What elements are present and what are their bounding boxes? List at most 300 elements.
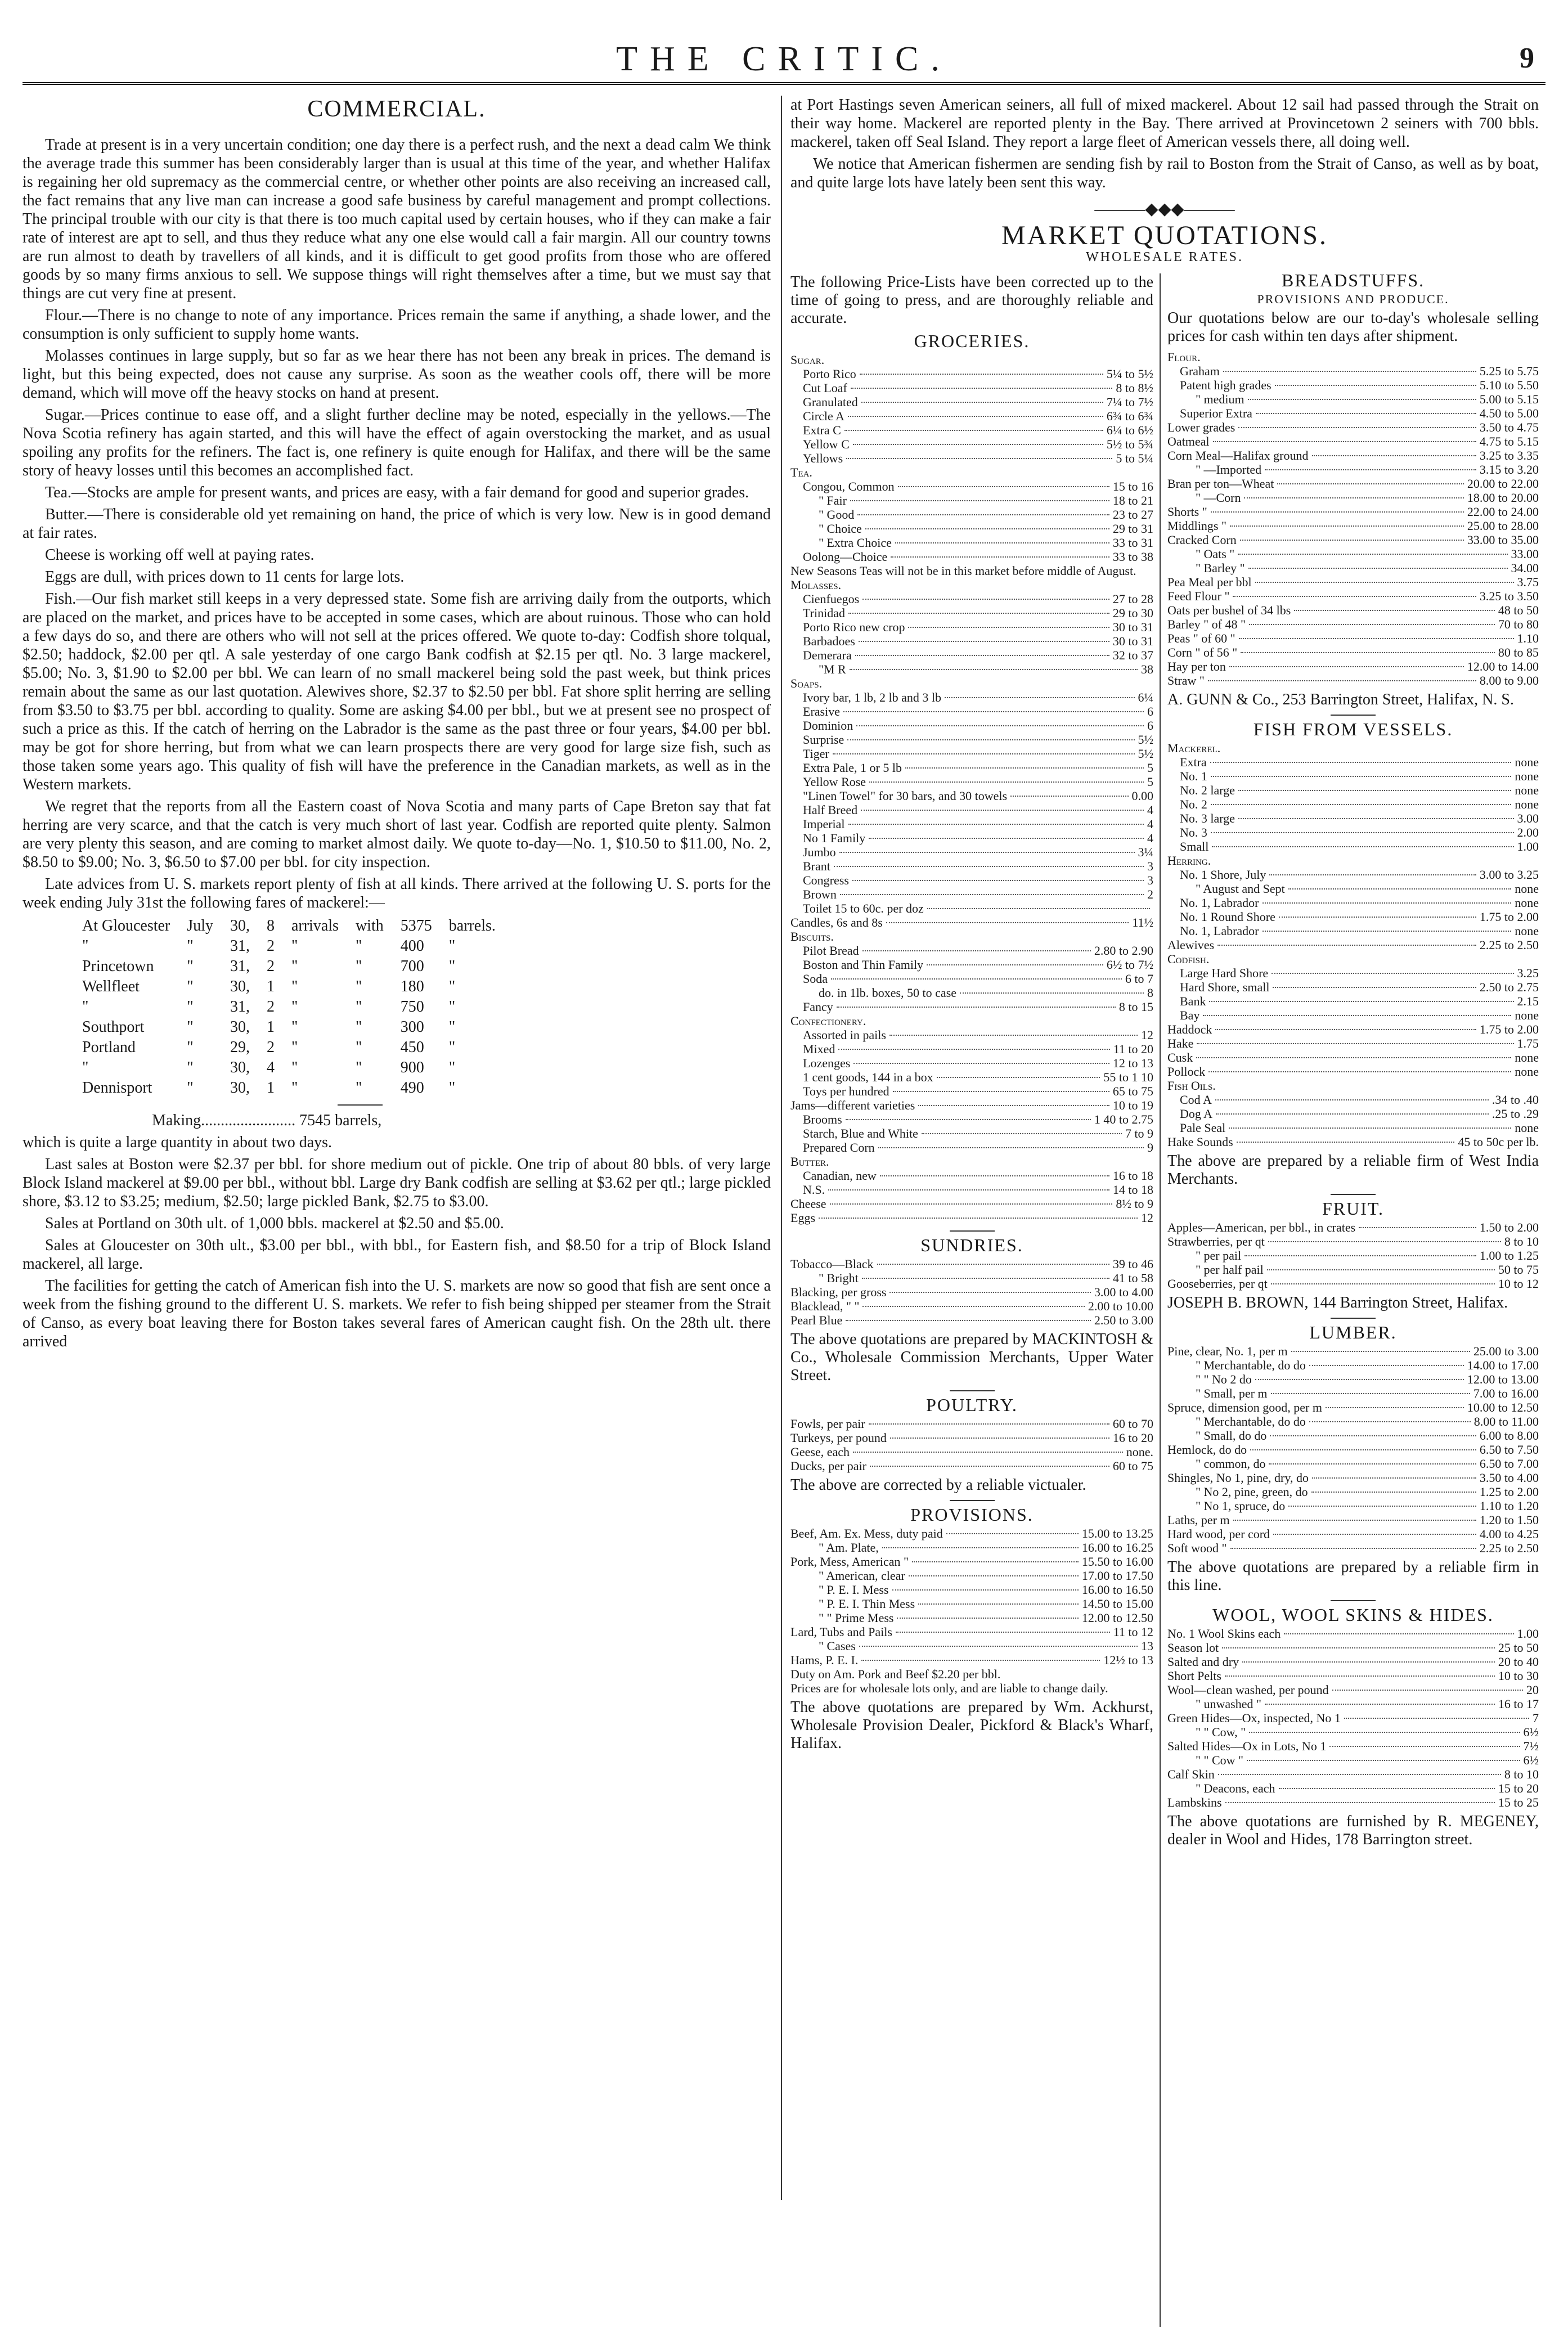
leader-dots: [1269, 1463, 1476, 1465]
price-row: [790, 1098, 1153, 1112]
price-row: [1167, 420, 1539, 434]
price-value: 15.00 to 13.25: [1081, 1526, 1153, 1540]
price-label: do. in 1lb. boxes, 50 to case: [819, 986, 957, 1000]
price-row: [1167, 1277, 1539, 1291]
leader-dots: [1255, 1379, 1464, 1380]
price-label: Shingles, No 1, pine, dry, do: [1167, 1471, 1309, 1485]
arrival-cell: ": [187, 978, 194, 995]
price-value: 10 to 12: [1498, 1277, 1539, 1291]
leader-dots: [1265, 1704, 1495, 1705]
price-row: [1167, 673, 1539, 688]
price-label: Half Breed: [803, 803, 858, 817]
price-label: " Small, do do: [1196, 1428, 1267, 1443]
price-category: Codfish.: [1167, 952, 1210, 966]
price-row: [1167, 1527, 1539, 1541]
price-row: [1167, 896, 1539, 910]
leader-dots: [862, 599, 1109, 600]
price-label: " Merchantable, do do: [1196, 1414, 1306, 1428]
leader-dots: [1247, 1760, 1520, 1761]
price-value: 5: [1147, 775, 1153, 789]
price-row: [790, 718, 1153, 733]
section-rule: [950, 1500, 995, 1501]
leader-dots: [905, 767, 1144, 769]
price-label: Straw ": [1167, 673, 1205, 688]
arrival-cell: ": [187, 1018, 194, 1036]
price-value: 30 to 31: [1112, 620, 1153, 634]
leader-dots: [1230, 1548, 1476, 1549]
leader-dots: [840, 894, 1144, 895]
section-rule: [1331, 715, 1376, 716]
price-row: [790, 423, 1153, 437]
price-label: Barley " of 48 ": [1167, 617, 1246, 631]
continued-paragraph: We notice that American fishermen are sending fish by rail to Boston from the Strait of Canso, as well as by boat, and quite large lots have lately been sent this way.: [790, 155, 1539, 191]
price-row: [790, 1445, 1153, 1459]
leader-dots: [1329, 1746, 1520, 1747]
groceries-list: [790, 353, 1153, 1225]
price-row: [1167, 491, 1539, 505]
price-value: 4: [1147, 831, 1153, 845]
arrival-cell: 400: [400, 937, 424, 955]
price-value: 5¼ to 5½: [1106, 367, 1153, 381]
price-value: 1 40 to 2.75: [1094, 1112, 1153, 1126]
leader-dots: [1288, 1506, 1476, 1507]
price-row: [790, 1140, 1153, 1154]
price-row: [790, 944, 1153, 958]
price-value: 5.00 to 5.15: [1479, 392, 1539, 406]
leader-dots: [1273, 987, 1476, 988]
sundries-note: The above quotations are prepared by MACKINTOSH & Co., Wholesale Commission Merchants, Upper Water Street.: [790, 1331, 1153, 1384]
price-value: 8.00 to 9.00: [1479, 673, 1539, 688]
price-label: " medium: [1196, 392, 1244, 406]
after-paragraph: Sales at Gloucester on 30th ult., $3.00 per bbl., with bbl., for Eastern fish, and $8.50 for a trip of Block Island mackerel, all large.: [23, 1237, 771, 1273]
price-value: 1.10: [1517, 631, 1539, 645]
price-row: [790, 1569, 1153, 1583]
arrival-cell: 5375: [400, 917, 432, 935]
flour-paragraph: Flour.—There is no change to note of any importance. Prices remain the same if anything, a shade lower, and the consumption is only sufficient to supply home wants.: [23, 307, 771, 343]
arrival-cell: ": [291, 998, 298, 1016]
price-label: Jumbo: [803, 845, 836, 859]
leader-dots: [837, 1007, 1116, 1008]
price-label: Hard wood, per cord: [1167, 1527, 1270, 1541]
price-row: [790, 733, 1153, 747]
price-value: 3¼: [1138, 845, 1153, 859]
price-label: Large Hard Shore: [1180, 966, 1269, 980]
price-label: Oatmeal: [1167, 434, 1210, 448]
price-value: 15 to 25: [1498, 1795, 1539, 1809]
leader-dots: [1344, 1718, 1529, 1719]
arrival-row: [74, 937, 504, 956]
leader-dots: [855, 655, 1109, 656]
price-label: Pork, Mess, American ": [790, 1555, 909, 1569]
price-value: 8 to 15: [1118, 1000, 1153, 1014]
leader-dots: [1270, 1435, 1476, 1436]
price-row: [1167, 1739, 1539, 1753]
price-row: [1167, 519, 1539, 533]
price-row: [1167, 924, 1539, 938]
price-row: [1167, 1135, 1539, 1149]
arrival-cell: 30,: [230, 917, 250, 935]
leader-dots: [862, 1306, 1084, 1307]
leader-dots: [1196, 1057, 1511, 1058]
price-label: Shorts ": [1167, 505, 1207, 519]
leader-dots: [882, 1547, 1079, 1548]
price-value: 5: [1147, 761, 1153, 775]
arrival-cell: Wellfleet: [82, 978, 140, 995]
price-row: [1167, 755, 1539, 769]
price-label: Tiger: [803, 747, 829, 761]
price-value: 60 to 75: [1112, 1459, 1153, 1473]
price-value: 1.50 to 2.00: [1479, 1220, 1539, 1234]
column-divider: [781, 96, 782, 2200]
price-label: " " Cow ": [1196, 1753, 1244, 1767]
breadstuffs-note: A. GUNN & Co., 253 Barrington Street, Halifax, N. S.: [1167, 691, 1514, 708]
arrival-cell: 31,: [230, 937, 250, 955]
price-label: Brooms: [803, 1112, 842, 1126]
price-row: [1167, 1022, 1539, 1036]
arrival-cell: ": [448, 1059, 456, 1076]
price-label: Small: [1180, 839, 1209, 853]
price-label: Salted Hides—Ox in Lots, No 1: [1167, 1739, 1327, 1753]
price-row: [790, 1611, 1153, 1625]
price-row: [790, 634, 1153, 648]
price-row: [1167, 617, 1539, 631]
leader-dots: [1248, 399, 1476, 400]
price-row: [790, 1417, 1153, 1431]
price-label: Congou, Common: [803, 479, 895, 493]
price-label: Imperial: [803, 817, 845, 831]
price-row: [790, 915, 1153, 929]
price-category: Sugar.: [790, 353, 825, 367]
arrival-cell: ": [82, 998, 89, 1016]
price-value: 2.50 to 3.00: [1094, 1313, 1153, 1327]
price-value: 7½: [1523, 1739, 1539, 1753]
making-rule: [338, 1104, 383, 1106]
price-label: Dominion: [803, 718, 853, 733]
price-label: No. 1 Round Shore: [1180, 910, 1275, 924]
leader-dots: [853, 1452, 1123, 1453]
arrival-cell: ": [448, 937, 456, 955]
sundries-list: [790, 1257, 1153, 1327]
price-label: Short Pelts: [1167, 1669, 1221, 1683]
arrival-cell: barrels.: [448, 917, 496, 935]
price-row: [1167, 882, 1539, 896]
price-label: " Fair: [819, 493, 847, 507]
leader-dots: [877, 1264, 1109, 1265]
leader-dots: [819, 1218, 1138, 1219]
price-row: [790, 775, 1153, 789]
leader-dots: [830, 1203, 1113, 1205]
price-label: Circle A: [803, 409, 844, 423]
leader-dots: [844, 430, 1103, 431]
arrival-cell: ": [448, 998, 456, 1016]
price-category: Fish Oils.: [1167, 1079, 1216, 1093]
price-row: [790, 507, 1153, 522]
price-value: 16 to 17: [1498, 1697, 1539, 1711]
price-value: 70 to 80: [1498, 617, 1539, 631]
price-label: " —Imported: [1196, 462, 1262, 477]
price-value: none.: [1126, 1445, 1153, 1459]
price-label: " Extra Choice: [819, 536, 892, 550]
price-label: Granulated: [803, 395, 858, 409]
price-label: Haddock: [1167, 1022, 1212, 1036]
price-label: Pollock: [1167, 1064, 1206, 1079]
price-value: 1.75 to 2.00: [1479, 1022, 1539, 1036]
price-label: Apples—American, per bbl., in crates: [1167, 1220, 1356, 1234]
leader-dots: [1233, 596, 1476, 597]
price-label: No. 2 large: [1180, 783, 1235, 797]
fruit-heading: FRUIT.: [1322, 1198, 1385, 1219]
price-value: 5½ to 5¾: [1106, 437, 1153, 451]
price-value: 45 to 50c per lb.: [1458, 1135, 1539, 1149]
arrival-cell: 750: [400, 998, 424, 1016]
price-row: [790, 437, 1153, 451]
price-row: [1167, 448, 1539, 462]
price-value: 1.20 to 1.50: [1479, 1513, 1539, 1527]
arrival-cell: 450: [400, 1039, 424, 1056]
commercial-paragraph: Trade at present is in a very uncertain condition; one day there is a perfect rush, and the next a dead calm We think the average trade this summer has been considerably larger than is usual at this time of the year, and whether Halifax is regaining her old supremacy as the commercial centre, or whether other points are also receiving an increased call, the fact remains that any live man can increase a good safe business by careful management and prompt collections. The principal trouble with our city is that there is too much capital used by certain houses, who if they can make a fair rate of interest are apt to sell, and thus they reduce what any one else would call a fair margin. All our country towns are run almost to death by travellers of all kinds, and it is difficult to get good profits from those who are offered goods by so many firms anxious to sell. We suppose things will right themselves after a time, but we must say that things are cut very fine at present.: [23, 136, 771, 302]
price-row: [790, 1285, 1153, 1299]
leader-dots: [1238, 818, 1514, 819]
arrival-cell: ": [187, 958, 194, 975]
price-label: " Deacons, each: [1196, 1781, 1275, 1795]
price-label: 1 cent goods, 144 in a box: [803, 1070, 933, 1084]
arrival-cell: 700: [400, 958, 424, 975]
leader-dots: [1273, 1534, 1476, 1535]
leader-dots: [848, 613, 1109, 614]
leader-dots: [1225, 1675, 1495, 1677]
price-row: [790, 1112, 1153, 1126]
price-label: Pea Meal per bbl: [1167, 575, 1252, 589]
tea-paragraph: Tea.—Stocks are ample for present wants, and prices are easy, with a fair demand for good and superior grades.: [45, 484, 749, 501]
leader-dots: [1233, 1520, 1476, 1521]
arrival-cell: 490: [400, 1079, 424, 1097]
price-row: [790, 958, 1153, 972]
leader-dots: [834, 866, 1144, 867]
arrival-cell: 31,: [230, 998, 250, 1016]
price-value: 4.00 to 4.25: [1479, 1527, 1539, 1541]
arrival-cell: ": [448, 1018, 456, 1036]
price-value: 8.00 to 11.00: [1473, 1414, 1539, 1428]
price-category: Herring.: [1167, 853, 1211, 868]
leader-dots: [869, 1423, 1109, 1425]
price-label: Yellow Rose: [803, 775, 866, 789]
arrival-cell: ": [448, 1039, 456, 1056]
leader-dots: [1265, 469, 1476, 470]
price-row: [1167, 783, 1539, 797]
price-row: [1167, 378, 1539, 392]
price-label: Prepared Corn: [803, 1140, 875, 1154]
price-row: [1167, 1344, 1539, 1358]
leader-dots: [1326, 1407, 1464, 1408]
price-label: No. 2: [1180, 797, 1207, 811]
price-label: Toys per hundred: [803, 1084, 889, 1098]
price-category: Butter.: [790, 1154, 829, 1169]
price-row: [1167, 631, 1539, 645]
price-row: [1167, 1036, 1539, 1050]
arrival-cell: 30,: [230, 1079, 250, 1097]
price-value: 6.00 to 8.00: [1479, 1428, 1539, 1443]
price-label: Corn " of 56 ": [1167, 645, 1238, 659]
leader-dots: [861, 1660, 1100, 1661]
leader-dots: [1269, 874, 1476, 875]
poultry-list: [790, 1417, 1153, 1473]
arrival-cell: 8: [266, 917, 275, 935]
price-value: 3: [1147, 859, 1153, 873]
price-row: [790, 803, 1153, 817]
price-label: Turkeys, per pound: [790, 1431, 887, 1445]
price-row: [1167, 1428, 1539, 1443]
fish-heading: FISH FROM VESSELS.: [1253, 719, 1453, 739]
arrival-row: [74, 1038, 504, 1057]
arrival-cell: 1: [266, 1018, 275, 1036]
leader-dots: [922, 1133, 1122, 1134]
masthead: [23, 34, 1545, 87]
leader-dots: [1263, 902, 1512, 904]
wool-heading: WOOL, WOOL SKINS & HIDES.: [1212, 1605, 1494, 1625]
price-value: 10 to 30: [1498, 1669, 1539, 1683]
price-value: 8 to 10: [1504, 1767, 1539, 1781]
price-label: Dog A: [1180, 1107, 1213, 1121]
leader-dots: [1211, 832, 1514, 833]
price-label: Beef, Am. Ex. Mess, duty paid: [790, 1526, 943, 1540]
leader-dots: [1212, 846, 1513, 847]
price-label: Hake: [1167, 1036, 1194, 1050]
price-value: 12: [1141, 1028, 1153, 1042]
price-value: 1.25 to 2.00: [1479, 1485, 1539, 1499]
price-row: [1167, 434, 1539, 448]
price-row: [1167, 1725, 1539, 1739]
price-value: 14.50 to 15.00: [1081, 1597, 1153, 1611]
arrival-cell: ": [187, 998, 194, 1016]
arrival-cell: ": [448, 958, 456, 975]
price-value: 33 to 38: [1112, 550, 1153, 564]
price-label: No 1 Family: [803, 831, 866, 845]
price-row: [1167, 868, 1539, 882]
commercial-column: [23, 96, 771, 1354]
price-row: [1167, 1711, 1539, 1725]
price-label: Pale Seal: [1180, 1121, 1226, 1135]
price-value: 10 to 19: [1112, 1098, 1153, 1112]
price-label: Boston and Thin Family: [803, 958, 924, 972]
leader-dots: [846, 1320, 1091, 1321]
price-label: Bran per ton—Wheat: [1167, 477, 1274, 491]
ornament-rule: ———◆◆◆———: [1094, 200, 1235, 218]
price-value: 20: [1526, 1683, 1539, 1697]
price-label: Bank: [1180, 994, 1206, 1008]
price-label: Pine, clear, No. 1, per m: [1167, 1344, 1288, 1358]
price-value: 7 to 9: [1125, 1126, 1153, 1140]
price-label: Trinidad: [803, 606, 845, 620]
price-label: " per pail: [1196, 1248, 1242, 1263]
price-row: [1167, 477, 1539, 491]
price-value: 3: [1147, 873, 1153, 887]
price-row: [1167, 406, 1539, 420]
price-row: [1167, 1471, 1539, 1485]
price-row: [790, 901, 1153, 915]
price-row: [790, 409, 1153, 423]
section-rule: [950, 1230, 995, 1232]
price-row: [790, 1042, 1153, 1056]
price-row: [1167, 1107, 1539, 1121]
leader-dots: [1279, 917, 1476, 918]
price-label: Yellow C: [803, 437, 850, 451]
arrival-cell: ": [291, 958, 298, 975]
leader-dots: [1312, 455, 1476, 456]
price-value: .34 to .40: [1491, 1093, 1539, 1107]
fish-note: The above are prepared by a reliable firm of West India Merchants.: [1167, 1152, 1539, 1188]
price-label: Porto Rico new crop: [803, 620, 905, 634]
price-value: none: [1515, 882, 1539, 896]
section-rule: [1331, 1318, 1376, 1319]
leader-dots: [1248, 568, 1508, 569]
price-value: 20.00 to 22.00: [1467, 477, 1539, 491]
price-row: [1167, 603, 1539, 617]
price-label: Toilet 15 to 60c. per doz: [803, 901, 924, 915]
price-label: Blacking, per gross: [790, 1285, 887, 1299]
price-value: 3.00 to 4.00: [1094, 1285, 1153, 1299]
price-label: Corn Meal—Halifax ground: [1167, 448, 1309, 462]
leader-dots: [833, 753, 1135, 754]
making-line: Making........................ 7545 barrels,: [152, 1112, 382, 1129]
arrival-cell: ": [291, 1059, 298, 1076]
price-row: [790, 367, 1153, 381]
price-row: [1167, 1414, 1539, 1428]
price-row: [1167, 825, 1539, 839]
price-label: No. 1, Labrador: [1180, 924, 1259, 938]
arrival-cell: 1: [266, 978, 275, 995]
price-row: [1167, 910, 1539, 924]
price-label: Extra Pale, 1 or 5 lb: [803, 761, 902, 775]
price-value: none: [1515, 924, 1539, 938]
price-row: [790, 747, 1153, 761]
price-row: [790, 845, 1153, 859]
breadstuffs-heading: BREADSTUFFS.: [1281, 270, 1425, 290]
lumber-list: [1167, 1344, 1539, 1555]
price-label: Alewives: [1167, 938, 1215, 952]
price-value: 48 to 50: [1498, 603, 1539, 617]
price-category: Mackerel.: [1167, 741, 1221, 755]
arrival-cell: 30,: [230, 1018, 250, 1036]
price-value: 7: [1533, 1711, 1539, 1725]
price-value: 50 to 75: [1498, 1263, 1539, 1277]
arrival-cell: At Gloucester: [82, 917, 170, 935]
price-note-line: New Seasons Teas will not be in this market before middle of August.: [790, 564, 1136, 578]
arrival-cell: 4: [266, 1059, 275, 1076]
leader-dots: [918, 1105, 1109, 1106]
price-value: .25 to .29: [1491, 1107, 1539, 1121]
price-row: [790, 1540, 1153, 1555]
price-row: [790, 1597, 1153, 1611]
price-value: none: [1515, 1121, 1539, 1135]
price-label: Brant: [803, 859, 830, 873]
arrival-cell: Portland: [82, 1039, 136, 1056]
price-row: [790, 1257, 1153, 1271]
leader-dots: [898, 486, 1109, 487]
price-row: [1167, 1683, 1539, 1697]
leader-dots: [861, 402, 1103, 403]
leader-dots: [1208, 680, 1476, 681]
price-label: Erasive: [803, 704, 840, 718]
leader-dots: [1267, 1269, 1495, 1270]
price-label: Oolong—Choice: [803, 550, 888, 564]
price-value: none: [1515, 896, 1539, 910]
provisions-heading: PROVISIONS.: [910, 1504, 1034, 1525]
price-label: Blacklead, " ": [790, 1299, 860, 1313]
arrival-cell: ": [82, 1059, 89, 1076]
price-value: 20 to 40: [1498, 1655, 1539, 1669]
price-value: 2.00: [1517, 825, 1539, 839]
leader-dots: [1222, 1647, 1495, 1648]
